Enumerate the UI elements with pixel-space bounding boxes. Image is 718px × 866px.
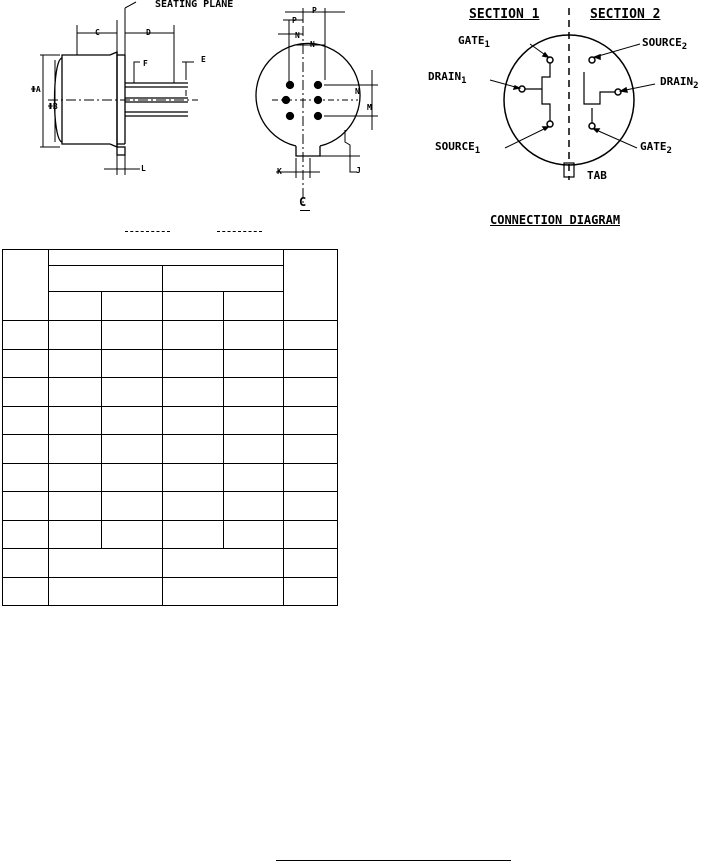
- table-cell: [3, 492, 49, 521]
- table-cell: [3, 520, 49, 549]
- table-cell: [284, 435, 338, 464]
- dim-p-outer-label: P: [312, 6, 317, 15]
- table-cell: [102, 520, 163, 549]
- table-cell: [224, 520, 284, 549]
- table-cell: [224, 463, 284, 492]
- table-row: [3, 520, 338, 549]
- table-cell: [3, 321, 49, 350]
- table-cell: [49, 492, 102, 521]
- seating-plane-label: SEATING PLANE: [155, 0, 234, 10]
- table-cell: [163, 406, 224, 435]
- table-row: [3, 250, 338, 266]
- table-cell: [49, 321, 102, 350]
- table-cell: [163, 435, 224, 464]
- connection-diagram: [0, 0, 718, 240]
- table-cell: [49, 463, 102, 492]
- dim-j-label: J: [356, 166, 361, 175]
- centerline-symbol: C: [299, 195, 307, 209]
- gate-2-label: $GATE_2$: [640, 140, 672, 157]
- table-cell: [284, 349, 338, 378]
- table-cell: [102, 492, 163, 521]
- dim-c-label: C: [95, 28, 100, 37]
- table-cell: [163, 292, 224, 321]
- table-row: [3, 549, 338, 578]
- table-cell: [284, 321, 338, 350]
- table-row: [3, 378, 338, 407]
- table-cell: [102, 292, 163, 321]
- dim-e-label: E: [201, 55, 206, 64]
- table-cell: [102, 463, 163, 492]
- table-cell: [49, 266, 163, 292]
- table-cell: [284, 250, 338, 321]
- table-cell: [102, 406, 163, 435]
- table-cell: [224, 321, 284, 350]
- dim-p-inner-label: P: [292, 16, 297, 25]
- table-cell: [102, 349, 163, 378]
- table-cell: [284, 549, 338, 578]
- table-cell: [3, 349, 49, 378]
- table-cell: [163, 266, 284, 292]
- table-cell: [49, 549, 163, 578]
- table-row: [3, 492, 338, 521]
- dim-b-label: ΦB: [48, 102, 58, 111]
- table-cell: [224, 292, 284, 321]
- table-cell: [224, 406, 284, 435]
- table-row: [3, 463, 338, 492]
- table-cell: [163, 577, 284, 606]
- table-cell: [49, 378, 102, 407]
- section-1-heading: SECTION 1: [469, 7, 540, 22]
- dim-d-label: D: [146, 28, 151, 37]
- dimension-table: [2, 249, 338, 606]
- table-cell: [102, 435, 163, 464]
- table-cell: [49, 520, 102, 549]
- table-cell: [49, 435, 102, 464]
- table-cell: [284, 378, 338, 407]
- table-cell: [284, 492, 338, 521]
- gate-1-label: $GATE_1$: [458, 34, 490, 51]
- table-cell: [163, 463, 224, 492]
- table-cell: [163, 349, 224, 378]
- table-cell: [3, 406, 49, 435]
- table-row: [3, 349, 338, 378]
- table-cell: [163, 378, 224, 407]
- dim-f-label: F: [143, 59, 148, 68]
- dim-n1-label: N: [295, 31, 300, 40]
- table-row: [3, 577, 338, 606]
- table-cell: [3, 250, 49, 321]
- table-cell: [284, 520, 338, 549]
- drain-2-label: $DRAIN_2$: [660, 75, 699, 92]
- table-row: [3, 406, 338, 435]
- table-cell: [163, 321, 224, 350]
- table-cell: [102, 378, 163, 407]
- table-cell: [163, 549, 284, 578]
- table-cell: [102, 321, 163, 350]
- table-cell: [3, 577, 49, 606]
- dim-a-label: ΦA: [31, 85, 41, 94]
- source-1-label: $SOURCE_1$: [435, 140, 481, 157]
- table-cell: [224, 492, 284, 521]
- connection-diagram-title: CONNECTION DIAGRAM: [490, 213, 621, 227]
- table-cell: [284, 577, 338, 606]
- table-cell: [224, 435, 284, 464]
- dim-k-label: K: [277, 167, 282, 176]
- table-cell: [3, 435, 49, 464]
- table-cell: [3, 463, 49, 492]
- tab-label: TAB: [587, 169, 607, 182]
- footer-rule: [276, 860, 511, 861]
- table-cell: [3, 378, 49, 407]
- table-cell: [3, 549, 49, 578]
- table-cell: [163, 520, 224, 549]
- table-cell: [49, 349, 102, 378]
- table-cell: [163, 492, 224, 521]
- table-cell: [284, 406, 338, 435]
- dim-m-label: M: [367, 103, 372, 112]
- dim-n3-label: N: [355, 87, 360, 96]
- table-cell: [224, 378, 284, 407]
- table-cell: [49, 250, 284, 266]
- table-cell: [49, 577, 163, 606]
- dim-l-label: L: [141, 164, 146, 173]
- table-cell: [284, 463, 338, 492]
- table-row: [3, 435, 338, 464]
- section-2-heading: SECTION 2: [590, 7, 661, 22]
- drain-1-label: $DRAIN_1$: [428, 70, 467, 87]
- table-cell: [49, 406, 102, 435]
- source-2-label: $SOURCE_2$: [642, 36, 688, 53]
- table-row: [3, 321, 338, 350]
- dim-n2-label: N: [310, 40, 315, 49]
- table-cell: [49, 292, 102, 321]
- table-cell: [224, 349, 284, 378]
